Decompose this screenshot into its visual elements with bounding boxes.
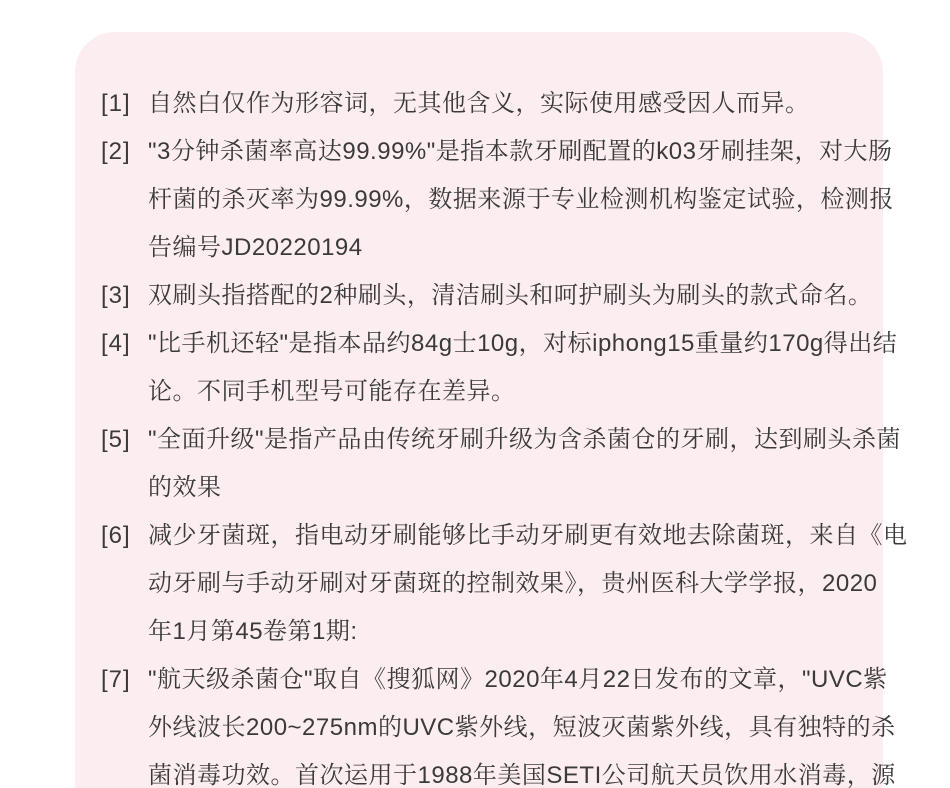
footnote-line: "3分钟杀菌率高达99.99%"是指本款牙刷配置的k03牙刷挂架，对大肠	[148, 138, 893, 165]
footnote-line: 菌消毒功效。首次运用于1988年美国SETI公司航天员饮用水消毒，源	[148, 762, 896, 788]
footnote-text	[148, 128, 894, 272]
footnote-line: 减少牙菌斑，指电动牙刷能够比手动牙刷更有效地去除菌斑，来自《电	[148, 522, 908, 549]
footnote-line: "航天级杀菌仓"取自《搜狐网》2020年4月22日发布的文章，"UVC紫	[148, 666, 888, 693]
footnote-marker: [3]	[101, 282, 131, 309]
footnote-marker: [6]	[101, 522, 131, 549]
footnote-line: 论。不同手机型号可能存在差异。	[148, 378, 516, 405]
footnote-line: 年1月第45卷第1期:	[148, 618, 358, 645]
footnote-row	[101, 416, 902, 512]
footnotes-card	[75, 32, 908, 788]
footnote-row	[101, 320, 898, 416]
footnote-text	[148, 272, 873, 320]
footnote-marker: [4]	[101, 330, 131, 357]
footnote-marker: [5]	[101, 426, 131, 453]
footnote-text	[148, 656, 896, 788]
footnote-text	[148, 80, 873, 128]
footnote-row	[101, 512, 908, 656]
footnote-line: 告编号JD20220194	[148, 234, 363, 261]
footnote-line: 自然白仅作为形容词，无其他含义，实际使用感受因人而异。	[148, 90, 810, 117]
footnote-line: 的效果	[148, 474, 222, 501]
footnote-marker: [2]	[101, 138, 131, 165]
footnote-row	[101, 80, 873, 128]
footnote-line: "比手机还轻"是指本品约84g士10g，对标iphong15重量约170g得出结	[148, 330, 898, 357]
footnote-row	[101, 272, 873, 320]
footnote-text	[148, 512, 908, 656]
footnote-text	[148, 320, 898, 416]
footnote-line: 杆菌的杀灭率为99.99%，数据来源于专业检测机构鉴定试验，检测报	[148, 186, 894, 213]
footnote-row	[101, 128, 894, 272]
footnote-line: 双刷头指搭配的2种刷头，清洁刷头和呵护刷头为刷头的款式命名。	[148, 282, 873, 309]
footnote-line: 动牙刷与手动牙刷对牙菌斑的控制效果》，贵州医科大学学报，2020	[148, 570, 878, 597]
footnote-line: "全面升级"是指产品由传统牙刷升级为含杀菌仓的牙刷，达到刷头杀菌	[148, 426, 902, 453]
footnote-text	[148, 416, 902, 512]
footnote-line: 外线波长200~275nm的UVC紫外线，短波灭菌紫外线，具有独特的杀	[148, 714, 896, 741]
footnote-row	[101, 656, 896, 788]
footnotes-list	[75, 32, 908, 788]
footnote-marker: [1]	[101, 90, 131, 117]
footnote-marker: [7]	[101, 666, 131, 693]
